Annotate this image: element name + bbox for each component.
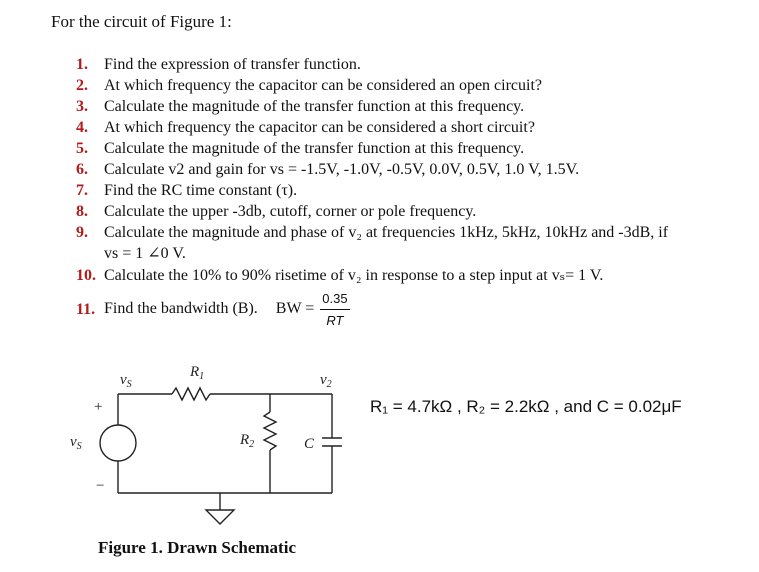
question-item (76, 75, 746, 96)
question-number: 7. (76, 182, 88, 199)
question-text: At which frequency the capacitor can be considered a short circuit? (104, 119, 535, 136)
question-item (76, 265, 746, 286)
question-text: Find the expression of transfer function. (104, 56, 361, 73)
question-text: At which frequency the capacitor can be considered an open circuit? (104, 77, 543, 94)
bw-denominator: RT (326, 313, 344, 328)
question-text: Calculate the magnitude and phase of v₂ at frequencies 1kHz, 5kHz, 10kHz and -3dB, if (104, 224, 669, 241)
question-list (76, 54, 746, 331)
voltage-source (100, 425, 136, 461)
question-number: 10. (76, 267, 96, 284)
intro-text: For the circuit of Figure 1: (51, 12, 232, 31)
question-number: 3. (76, 98, 88, 115)
question-continuation (76, 243, 746, 264)
ground-icon (206, 510, 234, 524)
label-v2: $v_2$ (320, 372, 332, 390)
question-number: 5. (76, 140, 88, 157)
label-minus: − (96, 478, 105, 494)
question-item (76, 201, 746, 222)
resistor-r1 (172, 388, 210, 400)
label-r1: $R_1$ (190, 364, 205, 382)
question-number: 11. (76, 301, 96, 318)
bw-fraction (320, 288, 349, 331)
question-text: Find the RC time constant (τ). (104, 182, 298, 199)
question-number: 1. (76, 56, 88, 73)
question-item (76, 54, 746, 75)
question-11-line (104, 288, 746, 331)
question-item (76, 159, 746, 180)
circuit-schematic (64, 362, 364, 532)
question-item (76, 288, 746, 331)
question-number: 2. (76, 77, 88, 94)
question-item (76, 138, 746, 159)
component-values: R₁ = 4.7kΩ , R₂ = 2.2kΩ , and C = 0.02μF (370, 397, 682, 416)
question-text: Calculate the upper -3db, cutoff, corner or pole frequency. (104, 203, 477, 220)
label-plus: + (94, 399, 103, 415)
label-vs-top: $v_S$ (120, 372, 132, 390)
question-item (76, 117, 746, 138)
question-number: 9. (76, 224, 88, 241)
question-number: 6. (76, 161, 88, 178)
figure-caption: Figure 1. Drawn Schematic (98, 538, 296, 557)
resistor-r2 (264, 412, 276, 450)
question-text: Calculate the magnitude of the transfer function at this frequency. (104, 140, 525, 157)
question-item (76, 180, 746, 201)
question-number: 8. (76, 203, 88, 220)
label-vs-side: $v_S$ (70, 434, 82, 452)
bw-equation-lhs: BW = (275, 300, 315, 318)
bw-numerator: 0.35 (320, 288, 349, 310)
question-text: Calculate the 10% to 90% risetime of v₂ in response to a step input at vₛ= 1 V. (104, 267, 604, 284)
question-number: 4. (76, 119, 88, 136)
question-text: Calculate the magnitude of the transfer function at this frequency. (104, 98, 525, 115)
question-text: Find the bandwidth (B). (104, 300, 258, 318)
label-c: C (304, 436, 315, 452)
question-9-phasor: vs = 1 ∠0 V. (104, 245, 186, 262)
label-r2: $R_2$ (240, 432, 255, 450)
question-item (76, 222, 746, 243)
question-item (76, 96, 746, 117)
question-text: Calculate v2 and gain for vs = -1.5V, -1.0V, -0.5V, 0.0V, 0.5V, 1.0 V, 1.5V. (104, 161, 580, 178)
